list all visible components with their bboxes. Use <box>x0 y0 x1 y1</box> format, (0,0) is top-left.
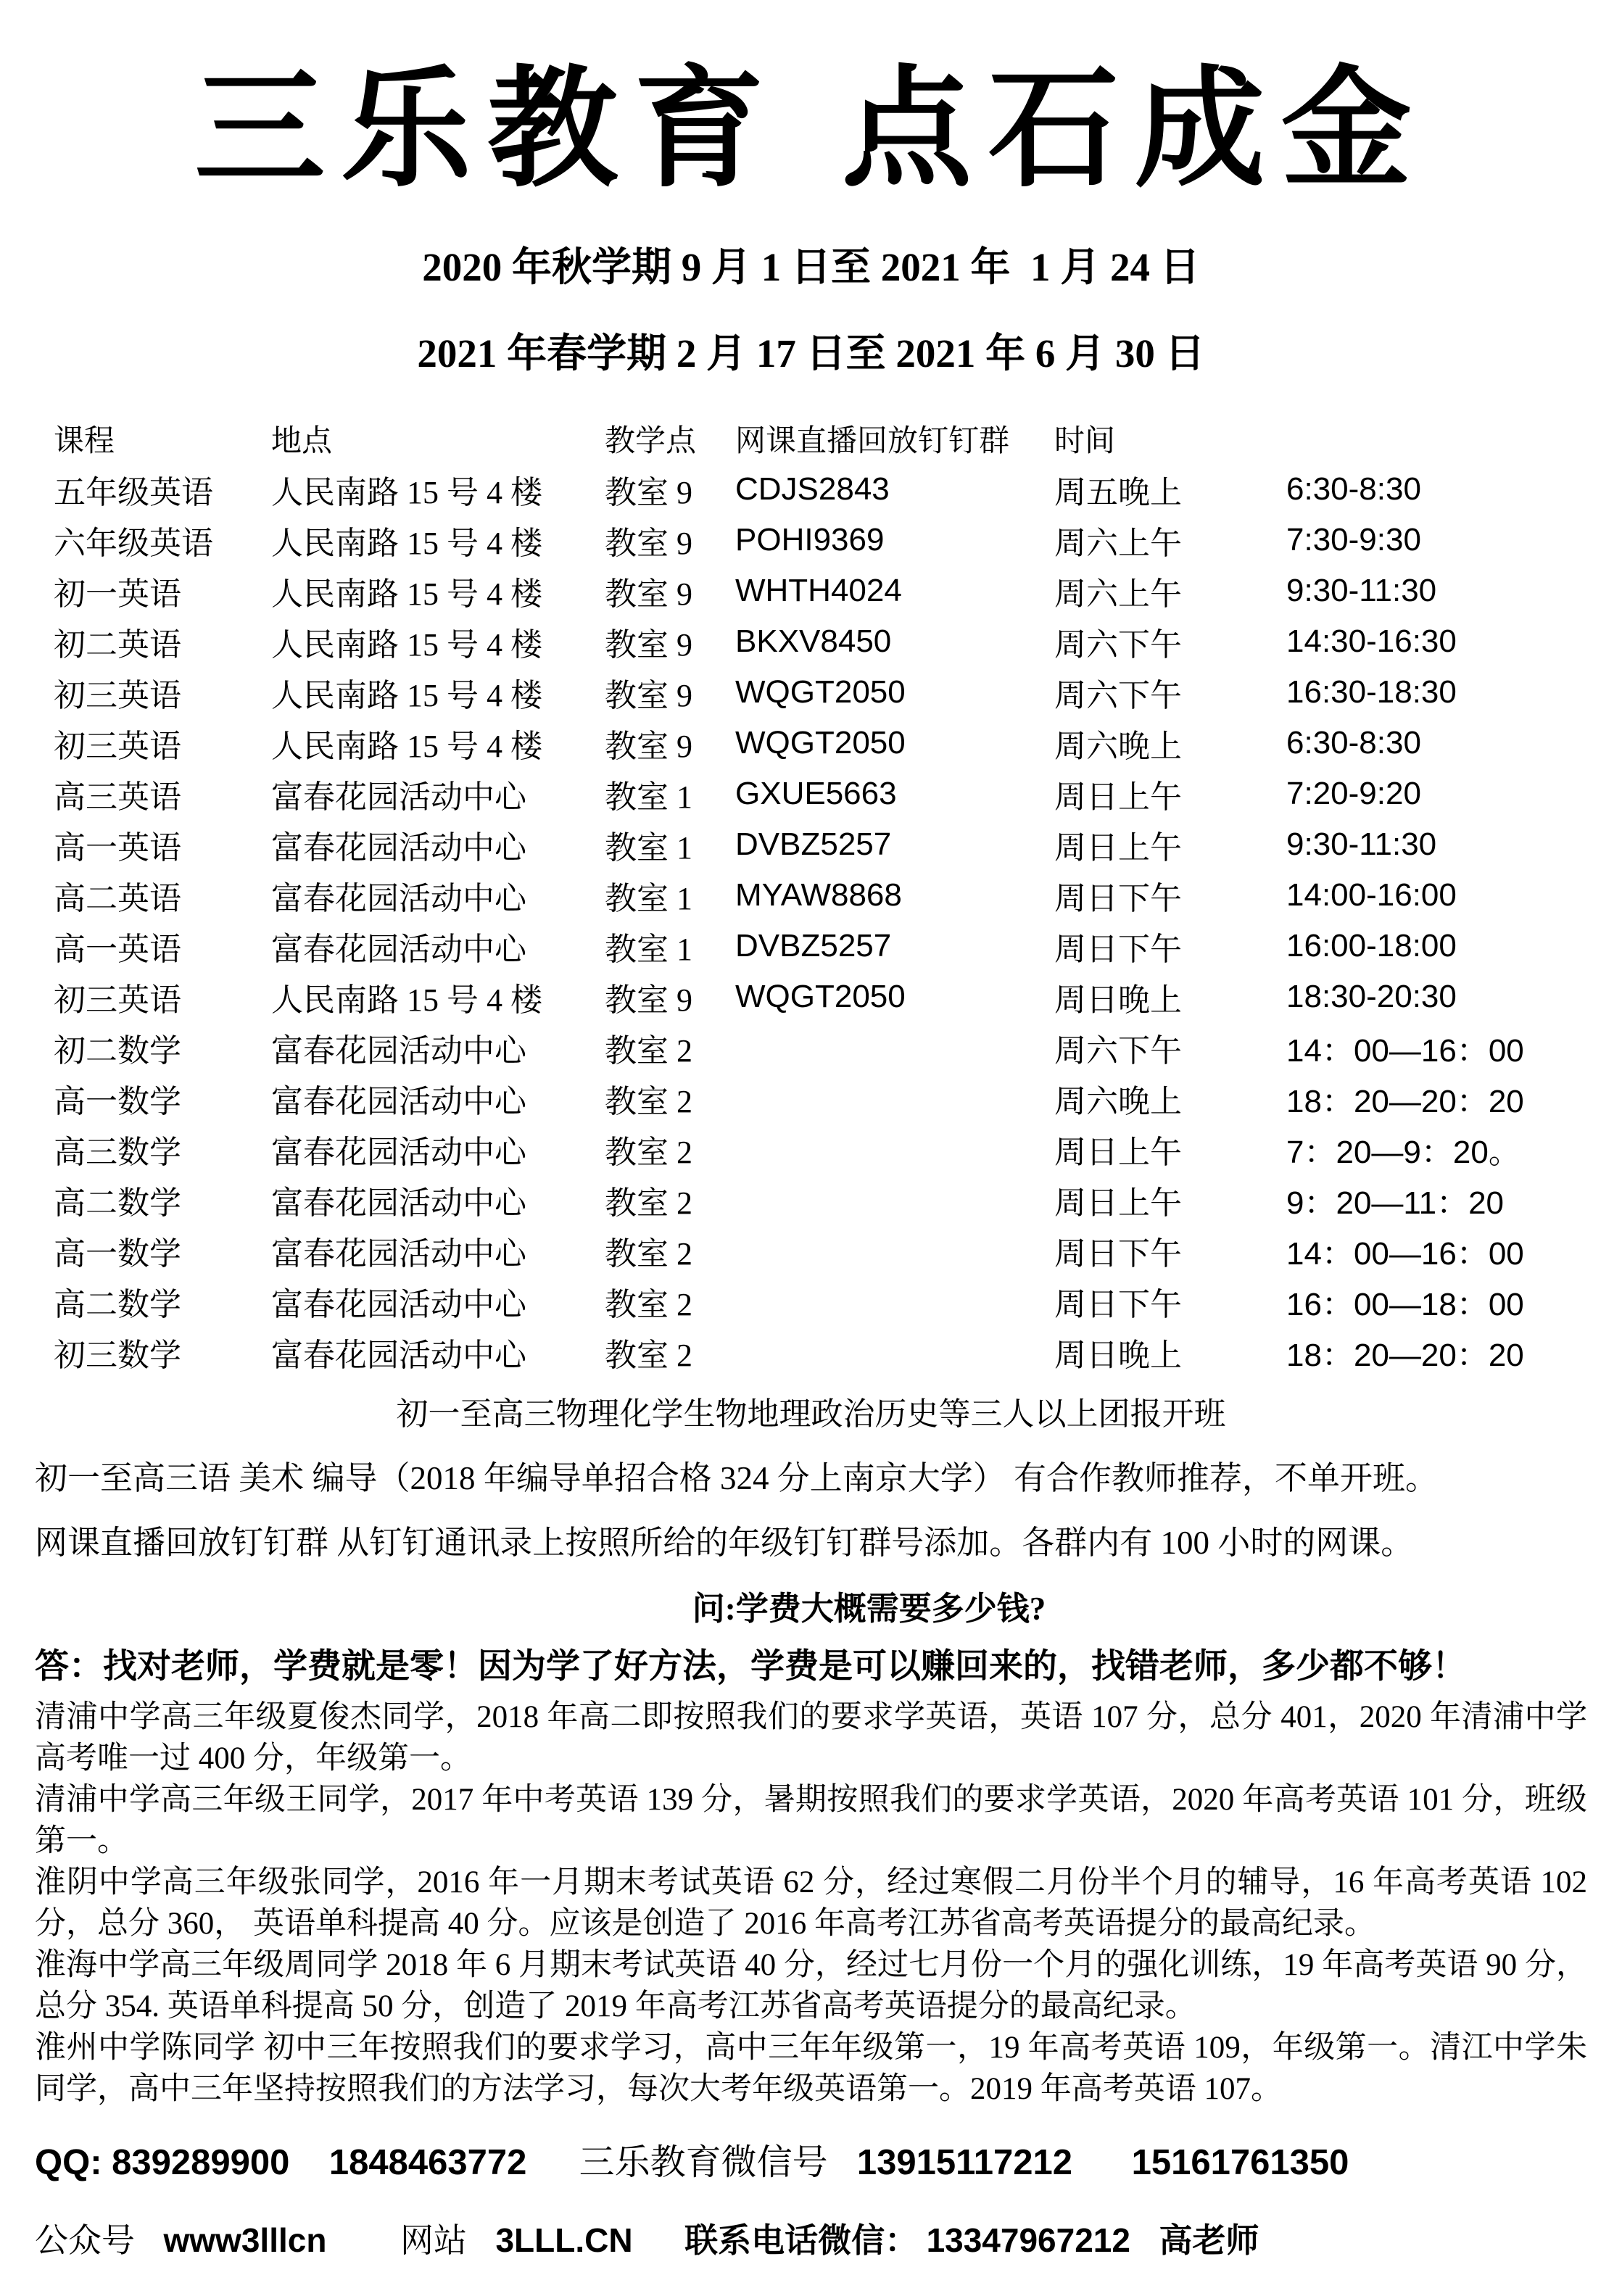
classroom-cell: 教室 1 <box>605 881 692 916</box>
dingtalk-group-cell: CDJS2843 <box>735 471 890 507</box>
time-cell: 14:30-16:30 <box>1286 623 1457 659</box>
website-value: 3LLL.CN <box>495 2221 633 2259</box>
course-cell: 初三英语 <box>54 678 181 713</box>
day-cell: 周日晚上 <box>1054 1338 1182 1373</box>
testimonial-xiajunjie: 清浦中学高三年级夏俊杰同学，2018 年高二即按照我们的要求学英语，英语 107 分，总分 401，2020 年清浦中学高考唯一过 400 分，年级第一。 <box>35 1700 1587 1775</box>
qq-numbers: 839289900 1848463772 <box>112 2143 527 2182</box>
time-cell: 16:30-18:30 <box>1286 674 1457 710</box>
classroom-cell: 教室 9 <box>605 678 692 713</box>
time-cell: 9：20—11：20 <box>1286 1185 1505 1221</box>
qa-answer: 答：找对老师，学费就是零！因为学了好方法，学费是可以赚回来的，找错老师，多少都不够！ <box>35 1648 1466 1686</box>
classroom-cell: 教室 2 <box>605 1236 692 1272</box>
classroom-cell: 教室 9 <box>605 627 692 663</box>
location-cell: 人民南路 15 号 4 楼 <box>271 678 542 713</box>
time-cell: 18:30-20:30 <box>1286 979 1457 1014</box>
testimonial-chen-zhu: 淮州中学陈同学 初中三年按照我们的要求学习，高中三年年级第一，19 年高考英语 109，年级第一。清江中学朱同学，高中三年坚持按照我们的方法学习，每次大考年级英语第一。2019 年高考英语 107。 <box>35 2031 1587 2106</box>
course-cell: 初三英语 <box>54 729 181 764</box>
day-cell: 周六上午 <box>1054 526 1182 561</box>
day-cell: 周六下午 <box>1054 678 1182 713</box>
contact-person-name: 高老师 <box>1159 2222 1259 2259</box>
time-cell: 9:30-11:30 <box>1286 573 1437 608</box>
table-row <box>54 1022 1576 1073</box>
dingtalk-group-cell <box>735 1276 1054 1327</box>
table-row <box>54 971 1576 1022</box>
classroom-cell: 教室 1 <box>605 779 692 815</box>
dingtalk-instruction-note: 网课直播回放钉钉群 从钉钉通讯录上按照所给的年级钉钉群号添加。各群内有 100 小时的网课。 <box>35 1525 1414 1561</box>
course-cell: 初二数学 <box>54 1033 181 1069</box>
location-cell: 人民南路 15 号 4 楼 <box>271 475 542 510</box>
course-cell: 高二数学 <box>54 1185 181 1221</box>
dingtalk-group-cell <box>735 1022 1054 1073</box>
dingtalk-group-cell: DVBZ5257 <box>735 826 892 862</box>
time-cell: 18：20—20：20 <box>1286 1338 1524 1373</box>
course-cell: 六年级英语 <box>54 526 213 561</box>
classroom-cell: 教室 9 <box>605 576 692 612</box>
classroom-cell: 教室 2 <box>605 1338 692 1373</box>
classroom-cell: 教室 9 <box>605 982 692 1018</box>
location-cell: 富春花园活动中心 <box>271 1084 526 1119</box>
course-cell: 高一数学 <box>54 1236 181 1272</box>
wechat-numbers: 13915117212 15161761350 <box>856 2143 1349 2182</box>
time-cell: 14：00—16：00 <box>1286 1236 1524 1272</box>
day-cell: 周日下午 <box>1054 881 1182 916</box>
table-row <box>54 1174 1576 1225</box>
page-title: 三乐教育 点石成金 <box>194 52 1428 205</box>
location-cell: 富春花园活动中心 <box>271 881 526 916</box>
table-row <box>54 718 1576 768</box>
table-row <box>54 768 1576 819</box>
course-cell: 高一数学 <box>54 1084 181 1119</box>
classroom-cell: 教室 9 <box>605 475 692 510</box>
location-cell: 富春花园活动中心 <box>271 1338 526 1373</box>
dingtalk-group-cell: GXUE5663 <box>735 776 897 811</box>
time-cell: 9:30-11:30 <box>1286 826 1437 862</box>
course-cell: 高三数学 <box>54 1135 181 1170</box>
testimonials-section <box>35 1696 1587 2110</box>
contact-line-web-phone <box>35 2214 1587 2262</box>
table-row <box>54 464 1576 515</box>
dingtalk-group-cell: POHI9369 <box>735 522 885 558</box>
location-cell: 富春花园活动中心 <box>271 779 526 815</box>
course-cell: 高二英语 <box>54 881 181 916</box>
table-row <box>54 921 1576 971</box>
table-row <box>54 565 1576 616</box>
course-cell: 五年级英语 <box>54 475 213 510</box>
day-cell: 周日下午 <box>1054 1236 1182 1272</box>
classroom-cell: 教室 2 <box>605 1033 692 1069</box>
classroom-cell: 教室 2 <box>605 1185 692 1221</box>
header-course: 课程 <box>54 425 115 458</box>
classroom-cell: 教室 1 <box>605 932 692 967</box>
table-row <box>54 819 1576 870</box>
testimonial-wang: 清浦中学高三年级王同学，2017 年中考英语 139 分，暑期按照我们的要求学英语，2020 年高考英语 101 分，班级第一。 <box>35 1783 1587 1858</box>
header-time: 时间 <box>1054 425 1116 458</box>
table-row <box>54 1327 1576 1377</box>
course-cell: 高三英语 <box>54 779 181 815</box>
day-cell: 周日上午 <box>1054 830 1182 866</box>
dingtalk-group-cell: DVBZ5257 <box>735 928 892 963</box>
day-cell: 周六上午 <box>1054 576 1182 612</box>
classroom-cell: 教室 2 <box>605 1135 692 1170</box>
location-cell: 富春花园活动中心 <box>271 1135 526 1170</box>
classroom-cell: 教室 1 <box>605 830 692 866</box>
table-row <box>54 1124 1576 1174</box>
day-cell: 周五晚上 <box>1054 475 1182 510</box>
location-cell: 人民南路 15 号 4 楼 <box>271 729 542 764</box>
dingtalk-group-cell <box>735 1174 1054 1225</box>
location-cell: 富春花园活动中心 <box>271 1033 526 1069</box>
course-cell: 高一英语 <box>54 932 181 967</box>
schedule-header-row <box>54 413 1576 464</box>
time-cell: 7:20-9:20 <box>1286 776 1421 811</box>
testimonial-zhang: 淮阴中学高三年级张同学，2016 年一月期末考试英语 62 分，经过寒假二月份半个月的辅导，16 年高考英语 102 分，总分 360， 英语单科提高 40 分。应该是创造了 2016 年高考江苏省高考英语提分的最高纪录。 <box>35 1865 1587 1941</box>
qa-question: 问:学费大概需要多少钱? <box>692 1591 1046 1627</box>
time-cell: 14:00-16:00 <box>1286 877 1457 913</box>
day-cell: 周六下午 <box>1054 1033 1182 1069</box>
table-row <box>54 870 1576 921</box>
dingtalk-group-cell: MYAW8868 <box>735 877 902 913</box>
testimonial-zhou: 淮海中学高三年级周同学 2018 年 6 月期末考试英语 40 分，经过七月份一个月的强化训练，19 年高考英语 90 分， 总分 354. 英语单科提高 50 分，创造了 2019 年高考江苏省高考英语提分的最高纪录。 <box>35 1948 1587 2023</box>
dingtalk-group-cell <box>735 1225 1054 1276</box>
location-cell: 人民南路 15 号 4 楼 <box>271 576 542 612</box>
schedule-table <box>54 413 1576 1377</box>
header-dingtalk-group: 网课直播回放钉钉群 <box>735 425 1010 458</box>
course-cell: 高二数学 <box>54 1287 181 1322</box>
dingtalk-group-cell: BKXV8450 <box>735 623 892 659</box>
schedule-table-body <box>54 464 1576 1377</box>
day-cell: 周日上午 <box>1054 1135 1182 1170</box>
location-cell: 人民南路 15 号 4 楼 <box>271 627 542 663</box>
classroom-cell: 教室 2 <box>605 1287 692 1322</box>
gongzhonghao-value: www3lllcn <box>163 2221 327 2259</box>
dingtalk-group-cell <box>735 1124 1054 1174</box>
table-row <box>54 1073 1576 1124</box>
dingtalk-group-cell <box>735 1327 1054 1377</box>
day-cell: 周日上午 <box>1054 779 1182 815</box>
dingtalk-group-cell: WHTH4024 <box>735 573 902 608</box>
wechat-label: 三乐教育微信号 <box>579 2142 828 2182</box>
classroom-cell: 教室 9 <box>605 729 692 764</box>
semester-line-fall: 2020 年秋学期 9 月 1 日至 2021 年 1 月 24 日 <box>422 245 1200 289</box>
day-cell: 周六晚上 <box>1054 1084 1182 1119</box>
location-cell: 富春花园活动中心 <box>271 1236 526 1272</box>
day-cell: 周日上午 <box>1054 1185 1182 1221</box>
time-cell: 16:00-18:00 <box>1286 928 1457 963</box>
day-cell: 周六下午 <box>1054 627 1182 663</box>
art-media-note: 初一至高三语 美术 编导（2018 年编导单招合格 324 分上南京大学） 有合作教师推荐，不单开班。 <box>35 1460 1439 1496</box>
classroom-cell: 教室 2 <box>605 1084 692 1119</box>
time-cell: 6:30-8:30 <box>1286 725 1421 761</box>
table-row <box>54 515 1576 565</box>
semester-line-spring: 2021 年春学期 2 月 17 日至 2021 年 6 月 30 日 <box>417 331 1205 376</box>
location-cell: 富春花园活动中心 <box>271 932 526 967</box>
course-cell: 初一英语 <box>54 576 181 612</box>
time-cell: 7:30-9:30 <box>1286 522 1421 558</box>
time-cell: 14：00—16：00 <box>1286 1033 1524 1069</box>
qq-label: QQ: <box>35 2143 112 2182</box>
dingtalk-group-cell: WQGT2050 <box>735 979 906 1014</box>
course-cell: 初三数学 <box>54 1338 181 1373</box>
course-cell: 高一英语 <box>54 830 181 866</box>
table-row <box>54 667 1576 718</box>
header-classroom: 教学点 <box>605 425 697 458</box>
day-cell: 周日下午 <box>1054 1287 1182 1322</box>
time-cell: 6:30-8:30 <box>1286 471 1421 507</box>
phone-value: 13347967212 <box>926 2221 1130 2259</box>
location-cell: 人民南路 15 号 4 楼 <box>271 982 542 1018</box>
day-cell: 周日晚上 <box>1054 982 1182 1018</box>
table-row <box>54 1276 1576 1327</box>
day-cell: 周六晚上 <box>1054 729 1182 764</box>
time-cell: 16：00—18：00 <box>1286 1287 1524 1322</box>
course-cell: 初三英语 <box>54 982 181 1018</box>
course-cell: 初二英语 <box>54 627 181 663</box>
table-row <box>54 616 1576 667</box>
table-row <box>54 1225 1576 1276</box>
gongzhonghao-label: 公众号 <box>35 2222 135 2259</box>
phone-label: 联系电话微信： <box>684 2222 919 2259</box>
header-location: 地点 <box>271 425 333 458</box>
group-enroll-note: 初一至高三物理化学生物地理政治历史等三人以上团报开班 <box>396 1396 1226 1432</box>
contact-line-qq-wechat <box>35 2134 1587 2185</box>
location-cell: 人民南路 15 号 4 楼 <box>271 526 542 561</box>
classroom-cell: 教室 9 <box>605 526 692 561</box>
dingtalk-group-cell: WQGT2050 <box>735 725 906 761</box>
dingtalk-group-cell <box>735 1073 1054 1124</box>
day-cell: 周日下午 <box>1054 932 1182 967</box>
location-cell: 富春花园活动中心 <box>271 1287 526 1322</box>
header-spacer <box>1286 413 1576 464</box>
dingtalk-group-cell: WQGT2050 <box>735 674 906 710</box>
location-cell: 富春花园活动中心 <box>271 1185 526 1221</box>
time-cell: 18：20—20：20 <box>1286 1084 1524 1119</box>
website-label: 网站 <box>400 2222 467 2259</box>
location-cell: 富春花园活动中心 <box>271 830 526 866</box>
time-cell: 7：20—9：20。 <box>1286 1135 1520 1170</box>
